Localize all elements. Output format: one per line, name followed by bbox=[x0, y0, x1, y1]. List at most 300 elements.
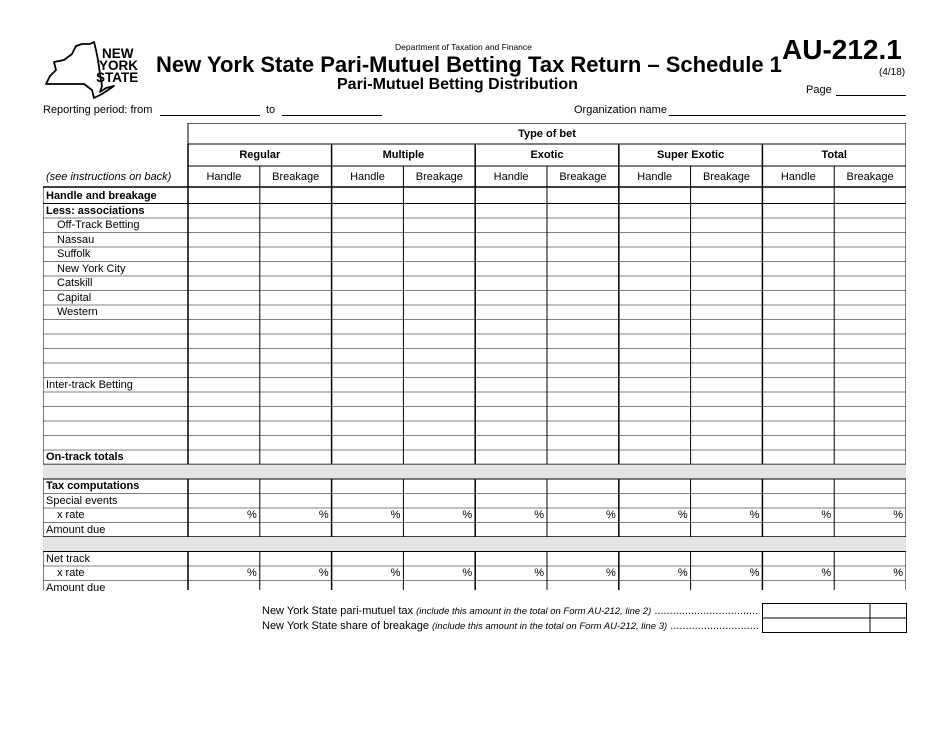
input-cell[interactable] bbox=[403, 450, 475, 465]
row-label-capital: Capital bbox=[57, 291, 92, 304]
input-cell[interactable] bbox=[619, 247, 691, 262]
breakage-amount-field[interactable] bbox=[762, 618, 870, 633]
input-cell[interactable] bbox=[260, 305, 332, 320]
tax-line-note: (include this amount in the total on Form AU-212, line 2) bbox=[416, 606, 652, 617]
input-cell[interactable] bbox=[547, 291, 619, 306]
input-cell[interactable] bbox=[260, 581, 332, 596]
row-label-nassau: Nassau bbox=[57, 233, 95, 246]
input-cell[interactable] bbox=[762, 349, 834, 364]
row-label-inter-track: Inter-track Betting bbox=[46, 378, 133, 391]
input-cell[interactable] bbox=[403, 247, 475, 262]
input-cell[interactable] bbox=[260, 276, 332, 291]
percent-sign: % bbox=[893, 509, 903, 522]
input-cell[interactable] bbox=[260, 523, 332, 538]
input-cell[interactable] bbox=[619, 479, 691, 494]
input-cell[interactable] bbox=[619, 291, 691, 306]
input-cell[interactable] bbox=[834, 189, 906, 204]
input-cell[interactable] bbox=[332, 334, 404, 349]
input-cell[interactable] bbox=[332, 392, 404, 407]
input-cell[interactable] bbox=[762, 247, 834, 262]
percent-sign: % bbox=[534, 509, 544, 522]
input-cell[interactable] bbox=[834, 523, 906, 538]
tax-line-label bbox=[262, 605, 758, 617]
input-cell[interactable] bbox=[260, 479, 332, 494]
input-cell[interactable] bbox=[834, 436, 906, 451]
input-cell[interactable] bbox=[691, 436, 763, 451]
input-cell[interactable] bbox=[619, 334, 691, 349]
input-cell[interactable] bbox=[691, 421, 763, 436]
input-cell[interactable] bbox=[475, 349, 547, 364]
input-cell[interactable] bbox=[332, 450, 404, 465]
input-cell[interactable] bbox=[475, 392, 547, 407]
input-cell[interactable] bbox=[547, 276, 619, 291]
input-cell[interactable] bbox=[475, 552, 547, 567]
input-cell[interactable] bbox=[188, 349, 260, 364]
input-cell[interactable] bbox=[547, 436, 619, 451]
input-cell[interactable] bbox=[762, 305, 834, 320]
input-cell[interactable] bbox=[332, 262, 404, 277]
input-cell[interactable] bbox=[834, 494, 906, 509]
input-cell[interactable] bbox=[547, 334, 619, 349]
input-cell[interactable] bbox=[619, 305, 691, 320]
input-cell[interactable] bbox=[762, 218, 834, 233]
input-cell[interactable] bbox=[619, 262, 691, 277]
row-label-suffolk: Suffolk bbox=[57, 248, 91, 261]
organization-name-label: Organization name bbox=[574, 104, 667, 116]
input-cell[interactable] bbox=[260, 233, 332, 248]
input-cell[interactable] bbox=[403, 233, 475, 248]
input-cell[interactable] bbox=[762, 552, 834, 567]
input-cell[interactable] bbox=[475, 291, 547, 306]
input-cell[interactable] bbox=[834, 320, 906, 335]
input-cell[interactable] bbox=[332, 233, 404, 248]
input-cell[interactable] bbox=[834, 291, 906, 306]
input-cell[interactable] bbox=[547, 189, 619, 204]
input-cell[interactable] bbox=[188, 552, 260, 567]
input-cell[interactable] bbox=[188, 204, 260, 219]
input-cell[interactable] bbox=[691, 349, 763, 364]
input-cell[interactable] bbox=[332, 581, 404, 596]
input-cell[interactable] bbox=[691, 494, 763, 509]
input-cell[interactable] bbox=[547, 494, 619, 509]
input-cell[interactable] bbox=[834, 262, 906, 277]
input-cell[interactable] bbox=[619, 450, 691, 465]
input-cell[interactable] bbox=[260, 552, 332, 567]
row-label-net-track: Net track bbox=[46, 552, 91, 565]
input-cell[interactable] bbox=[762, 436, 834, 451]
input-cell[interactable] bbox=[188, 334, 260, 349]
logo-line-york: YORK bbox=[99, 58, 139, 73]
breakage-line-text: New York State share of breakage bbox=[262, 620, 429, 632]
input-cell[interactable] bbox=[403, 276, 475, 291]
input-cell[interactable] bbox=[762, 233, 834, 248]
input-cell[interactable] bbox=[691, 378, 763, 393]
page-field[interactable] bbox=[836, 95, 906, 96]
input-cell[interactable] bbox=[691, 320, 763, 335]
input-cell[interactable] bbox=[475, 378, 547, 393]
input-cell[interactable] bbox=[547, 378, 619, 393]
input-cell[interactable] bbox=[188, 262, 260, 277]
input-cell[interactable] bbox=[188, 218, 260, 233]
logo-text bbox=[96, 48, 138, 84]
input-cell[interactable] bbox=[475, 233, 547, 248]
input-cell[interactable] bbox=[547, 523, 619, 538]
input-cell[interactable] bbox=[762, 276, 834, 291]
type-of-bet-header: Type of bet bbox=[518, 127, 576, 140]
input-cell[interactable] bbox=[332, 407, 404, 422]
input-cell[interactable] bbox=[332, 479, 404, 494]
input-cell[interactable] bbox=[547, 450, 619, 465]
input-cell[interactable] bbox=[691, 247, 763, 262]
input-cell[interactable] bbox=[762, 479, 834, 494]
input-cell[interactable] bbox=[762, 494, 834, 509]
period-to-field[interactable] bbox=[282, 115, 382, 116]
percent-sign: % bbox=[606, 509, 616, 522]
input-cell[interactable] bbox=[260, 204, 332, 219]
input-cell[interactable] bbox=[475, 334, 547, 349]
organization-name-field[interactable] bbox=[669, 115, 906, 116]
input-cell[interactable] bbox=[691, 450, 763, 465]
input-cell[interactable] bbox=[619, 189, 691, 204]
input-cell[interactable] bbox=[332, 305, 404, 320]
input-cell[interactable] bbox=[834, 552, 906, 567]
input-cell[interactable] bbox=[475, 479, 547, 494]
input-cell[interactable] bbox=[834, 349, 906, 364]
input-cell[interactable] bbox=[475, 218, 547, 233]
input-cell[interactable] bbox=[475, 189, 547, 204]
input-cell[interactable] bbox=[403, 189, 475, 204]
input-cell[interactable] bbox=[260, 247, 332, 262]
input-cell[interactable] bbox=[691, 392, 763, 407]
percent-sign: % bbox=[749, 567, 760, 580]
input-cell[interactable] bbox=[332, 436, 404, 451]
input-cell[interactable] bbox=[619, 421, 691, 436]
instructions-note: (see instructions on back) bbox=[46, 170, 172, 183]
input-cell[interactable] bbox=[619, 552, 691, 567]
input-cell[interactable] bbox=[834, 276, 906, 291]
input-cell[interactable] bbox=[403, 262, 475, 277]
input-cell[interactable] bbox=[547, 392, 619, 407]
input-cell[interactable] bbox=[188, 392, 260, 407]
input-cell[interactable] bbox=[260, 436, 332, 451]
input-cell[interactable] bbox=[691, 523, 763, 538]
form-subtitle: Pari-Mutuel Betting Distribution bbox=[337, 76, 578, 93]
reporting-period-label: Reporting period: from bbox=[43, 104, 153, 116]
input-cell[interactable] bbox=[475, 581, 547, 596]
input-cell[interactable] bbox=[332, 349, 404, 364]
input-cell[interactable] bbox=[691, 189, 763, 204]
input-cell[interactable] bbox=[260, 349, 332, 364]
input-cell[interactable] bbox=[188, 436, 260, 451]
row-label-nyc: New York City bbox=[57, 262, 126, 275]
input-cell[interactable] bbox=[547, 218, 619, 233]
input-cell[interactable] bbox=[619, 494, 691, 509]
input-cell[interactable] bbox=[188, 494, 260, 509]
input-cell[interactable] bbox=[762, 291, 834, 306]
subheader-handle: Handle bbox=[780, 170, 816, 183]
input-cell[interactable] bbox=[475, 204, 547, 219]
input-cell[interactable] bbox=[834, 407, 906, 422]
row-label-catskill: Catskill bbox=[57, 277, 93, 290]
input-cell[interactable] bbox=[332, 494, 404, 509]
input-cell[interactable] bbox=[332, 218, 404, 233]
input-cell[interactable] bbox=[619, 320, 691, 335]
input-cell[interactable] bbox=[691, 276, 763, 291]
input-cell[interactable] bbox=[619, 233, 691, 248]
input-cell[interactable] bbox=[260, 494, 332, 509]
input-cell[interactable] bbox=[260, 407, 332, 422]
input-cell[interactable] bbox=[188, 581, 260, 596]
input-cell[interactable] bbox=[188, 247, 260, 262]
input-cell[interactable] bbox=[762, 378, 834, 393]
input-cell[interactable] bbox=[762, 262, 834, 277]
input-cell[interactable] bbox=[188, 421, 260, 436]
input-cell[interactable] bbox=[762, 189, 834, 204]
input-cell[interactable] bbox=[332, 421, 404, 436]
input-cell[interactable] bbox=[834, 479, 906, 494]
input-cell[interactable] bbox=[475, 407, 547, 422]
input-cell[interactable] bbox=[619, 581, 691, 596]
input-cell[interactable] bbox=[403, 407, 475, 422]
input-cell[interactable] bbox=[475, 320, 547, 335]
input-cell[interactable] bbox=[691, 262, 763, 277]
input-cell[interactable] bbox=[475, 421, 547, 436]
input-cell[interactable] bbox=[260, 392, 332, 407]
input-cell[interactable] bbox=[188, 363, 260, 378]
input-cell[interactable] bbox=[619, 378, 691, 393]
group-header-total: Total bbox=[821, 149, 847, 161]
input-cell[interactable] bbox=[188, 479, 260, 494]
input-cell[interactable] bbox=[403, 334, 475, 349]
input-cell[interactable] bbox=[332, 291, 404, 306]
input-cell[interactable] bbox=[332, 552, 404, 567]
input-cell[interactable] bbox=[260, 291, 332, 306]
breakage-line-label bbox=[262, 620, 759, 632]
input-cell[interactable] bbox=[834, 233, 906, 248]
input-cell[interactable] bbox=[619, 276, 691, 291]
input-cell[interactable] bbox=[834, 392, 906, 407]
input-cell[interactable] bbox=[547, 320, 619, 335]
input-cell[interactable] bbox=[403, 552, 475, 567]
row-label-x-rate: x rate bbox=[57, 509, 85, 522]
percent-sign: % bbox=[318, 567, 329, 580]
input-cell[interactable] bbox=[547, 421, 619, 436]
input-cell[interactable] bbox=[475, 523, 547, 538]
department-name: Department of Taxation and Finance bbox=[395, 42, 532, 52]
input-cell[interactable] bbox=[332, 320, 404, 335]
input-cell[interactable] bbox=[619, 436, 691, 451]
input-cell[interactable] bbox=[332, 378, 404, 393]
input-cell[interactable] bbox=[619, 523, 691, 538]
input-cell[interactable] bbox=[691, 407, 763, 422]
input-cell[interactable] bbox=[475, 450, 547, 465]
input-cell[interactable] bbox=[834, 305, 906, 320]
percent-sign: % bbox=[318, 509, 329, 522]
input-cell[interactable] bbox=[332, 204, 404, 219]
input-cell[interactable] bbox=[260, 334, 332, 349]
input-cell[interactable] bbox=[547, 479, 619, 494]
input-cell[interactable] bbox=[834, 421, 906, 436]
subheader-handle: Handle bbox=[637, 170, 673, 183]
input-cell[interactable] bbox=[547, 363, 619, 378]
input-cell[interactable] bbox=[260, 450, 332, 465]
input-cell[interactable] bbox=[332, 523, 404, 538]
input-cell[interactable] bbox=[188, 450, 260, 465]
row-label-special-events: Special events bbox=[46, 494, 118, 507]
input-cell[interactable] bbox=[475, 363, 547, 378]
input-cell[interactable] bbox=[691, 552, 763, 567]
input-cell[interactable] bbox=[260, 363, 332, 378]
percent-sign: % bbox=[390, 509, 401, 522]
input-cell[interactable] bbox=[403, 421, 475, 436]
form-revision: (4/18) bbox=[879, 67, 906, 78]
percent-sign: % bbox=[893, 567, 903, 580]
input-cell[interactable] bbox=[762, 204, 834, 219]
input-cell[interactable] bbox=[619, 349, 691, 364]
logo-line-state: STATE bbox=[96, 70, 139, 85]
percent-sign: % bbox=[821, 567, 832, 580]
input-cell[interactable] bbox=[403, 204, 475, 219]
input-cell[interactable] bbox=[332, 363, 404, 378]
input-cell[interactable] bbox=[188, 291, 260, 306]
input-cell[interactable] bbox=[619, 407, 691, 422]
percent-sign: % bbox=[462, 567, 473, 580]
input-cell[interactable] bbox=[188, 378, 260, 393]
input-cell[interactable] bbox=[619, 363, 691, 378]
input-cell[interactable] bbox=[403, 392, 475, 407]
input-cell[interactable] bbox=[403, 349, 475, 364]
tax-line-text: New York State pari-mutuel tax bbox=[262, 605, 414, 617]
input-cell[interactable] bbox=[691, 233, 763, 248]
input-cell[interactable] bbox=[188, 305, 260, 320]
input-cell[interactable] bbox=[403, 305, 475, 320]
input-cell[interactable] bbox=[834, 247, 906, 262]
input-cell[interactable] bbox=[188, 233, 260, 248]
input-cell[interactable] bbox=[762, 421, 834, 436]
input-cell[interactable] bbox=[762, 392, 834, 407]
input-cell[interactable] bbox=[547, 262, 619, 277]
input-cell[interactable] bbox=[475, 262, 547, 277]
input-cell[interactable] bbox=[691, 581, 763, 596]
input-cell[interactable] bbox=[619, 204, 691, 219]
input-cell[interactable] bbox=[260, 218, 332, 233]
row-label-amount-due: Amount due bbox=[46, 581, 106, 594]
percent-sign: % bbox=[821, 509, 832, 522]
input-cell[interactable] bbox=[403, 436, 475, 451]
input-cell[interactable] bbox=[547, 247, 619, 262]
input-cell[interactable] bbox=[403, 479, 475, 494]
subheader-handle: Handle bbox=[206, 170, 242, 183]
input-cell[interactable] bbox=[403, 320, 475, 335]
input-cell[interactable] bbox=[403, 218, 475, 233]
input-cell[interactable] bbox=[403, 581, 475, 596]
input-cell[interactable] bbox=[834, 218, 906, 233]
input-cell[interactable] bbox=[834, 334, 906, 349]
row-label-amount-due: Amount due bbox=[46, 523, 106, 536]
input-cell[interactable] bbox=[834, 204, 906, 219]
input-cell[interactable] bbox=[403, 523, 475, 538]
input-cell[interactable] bbox=[691, 363, 763, 378]
input-cell[interactable] bbox=[403, 378, 475, 393]
input-cell[interactable] bbox=[260, 378, 332, 393]
input-cell[interactable] bbox=[762, 363, 834, 378]
subheader-breakage: Breakage bbox=[272, 170, 320, 183]
percent-sign: % bbox=[247, 509, 257, 522]
input-cell[interactable] bbox=[762, 581, 834, 596]
input-cell[interactable] bbox=[691, 334, 763, 349]
period-from-field[interactable] bbox=[160, 115, 260, 116]
input-cell[interactable] bbox=[188, 320, 260, 335]
group-header-exotic: Exotic bbox=[530, 149, 564, 161]
input-cell[interactable] bbox=[547, 349, 619, 364]
input-cell[interactable] bbox=[260, 262, 332, 277]
input-cell[interactable] bbox=[260, 189, 332, 204]
input-cell[interactable] bbox=[762, 523, 834, 538]
row-label-on-track-totals: On-track totals bbox=[46, 451, 124, 464]
input-cell[interactable] bbox=[547, 407, 619, 422]
input-cell[interactable] bbox=[332, 189, 404, 204]
row-label-otb: Off-Track Betting bbox=[57, 219, 140, 232]
input-cell[interactable] bbox=[475, 436, 547, 451]
input-cell[interactable] bbox=[547, 204, 619, 219]
input-cell[interactable] bbox=[547, 305, 619, 320]
input-cell[interactable] bbox=[188, 189, 260, 204]
input-cell[interactable] bbox=[403, 494, 475, 509]
input-cell[interactable] bbox=[691, 479, 763, 494]
input-cell[interactable] bbox=[475, 494, 547, 509]
input-cell[interactable] bbox=[403, 363, 475, 378]
row-label-western: Western bbox=[57, 306, 98, 319]
percent-sign: % bbox=[606, 567, 616, 580]
input-cell[interactable] bbox=[762, 320, 834, 335]
input-cell[interactable] bbox=[475, 305, 547, 320]
input-cell[interactable] bbox=[260, 421, 332, 436]
input-cell[interactable] bbox=[834, 363, 906, 378]
input-cell[interactable] bbox=[834, 581, 906, 596]
input-cell[interactable] bbox=[834, 378, 906, 393]
input-cell[interactable] bbox=[834, 450, 906, 465]
input-cell[interactable] bbox=[403, 291, 475, 306]
input-cell[interactable] bbox=[547, 552, 619, 567]
subheader-breakage: Breakage bbox=[415, 170, 463, 183]
input-cell[interactable] bbox=[691, 291, 763, 306]
input-cell[interactable] bbox=[475, 247, 547, 262]
input-cell[interactable] bbox=[691, 218, 763, 233]
input-cell[interactable] bbox=[332, 276, 404, 291]
input-cell[interactable] bbox=[691, 204, 763, 219]
distribution-table bbox=[43, 123, 906, 594]
input-cell[interactable] bbox=[547, 233, 619, 248]
input-cell[interactable] bbox=[260, 320, 332, 335]
input-cell[interactable] bbox=[619, 392, 691, 407]
input-cell[interactable] bbox=[762, 450, 834, 465]
form-number: AU-212.1 bbox=[782, 34, 902, 65]
input-cell[interactable] bbox=[547, 581, 619, 596]
row-label-x-rate: x rate bbox=[57, 567, 85, 580]
input-cell[interactable] bbox=[188, 523, 260, 538]
input-cell[interactable] bbox=[619, 218, 691, 233]
input-cell[interactable] bbox=[475, 276, 547, 291]
input-cell[interactable] bbox=[332, 247, 404, 262]
input-cell[interactable] bbox=[762, 334, 834, 349]
input-cell[interactable] bbox=[188, 276, 260, 291]
input-cell[interactable] bbox=[188, 407, 260, 422]
input-cell[interactable] bbox=[762, 407, 834, 422]
tax-amount-field[interactable] bbox=[762, 603, 870, 618]
group-header-regular: Regular bbox=[239, 149, 281, 161]
form-title: New York State Pari-Mutuel Betting Tax Return – Schedule 1 bbox=[156, 52, 782, 77]
input-cell[interactable] bbox=[691, 305, 763, 320]
